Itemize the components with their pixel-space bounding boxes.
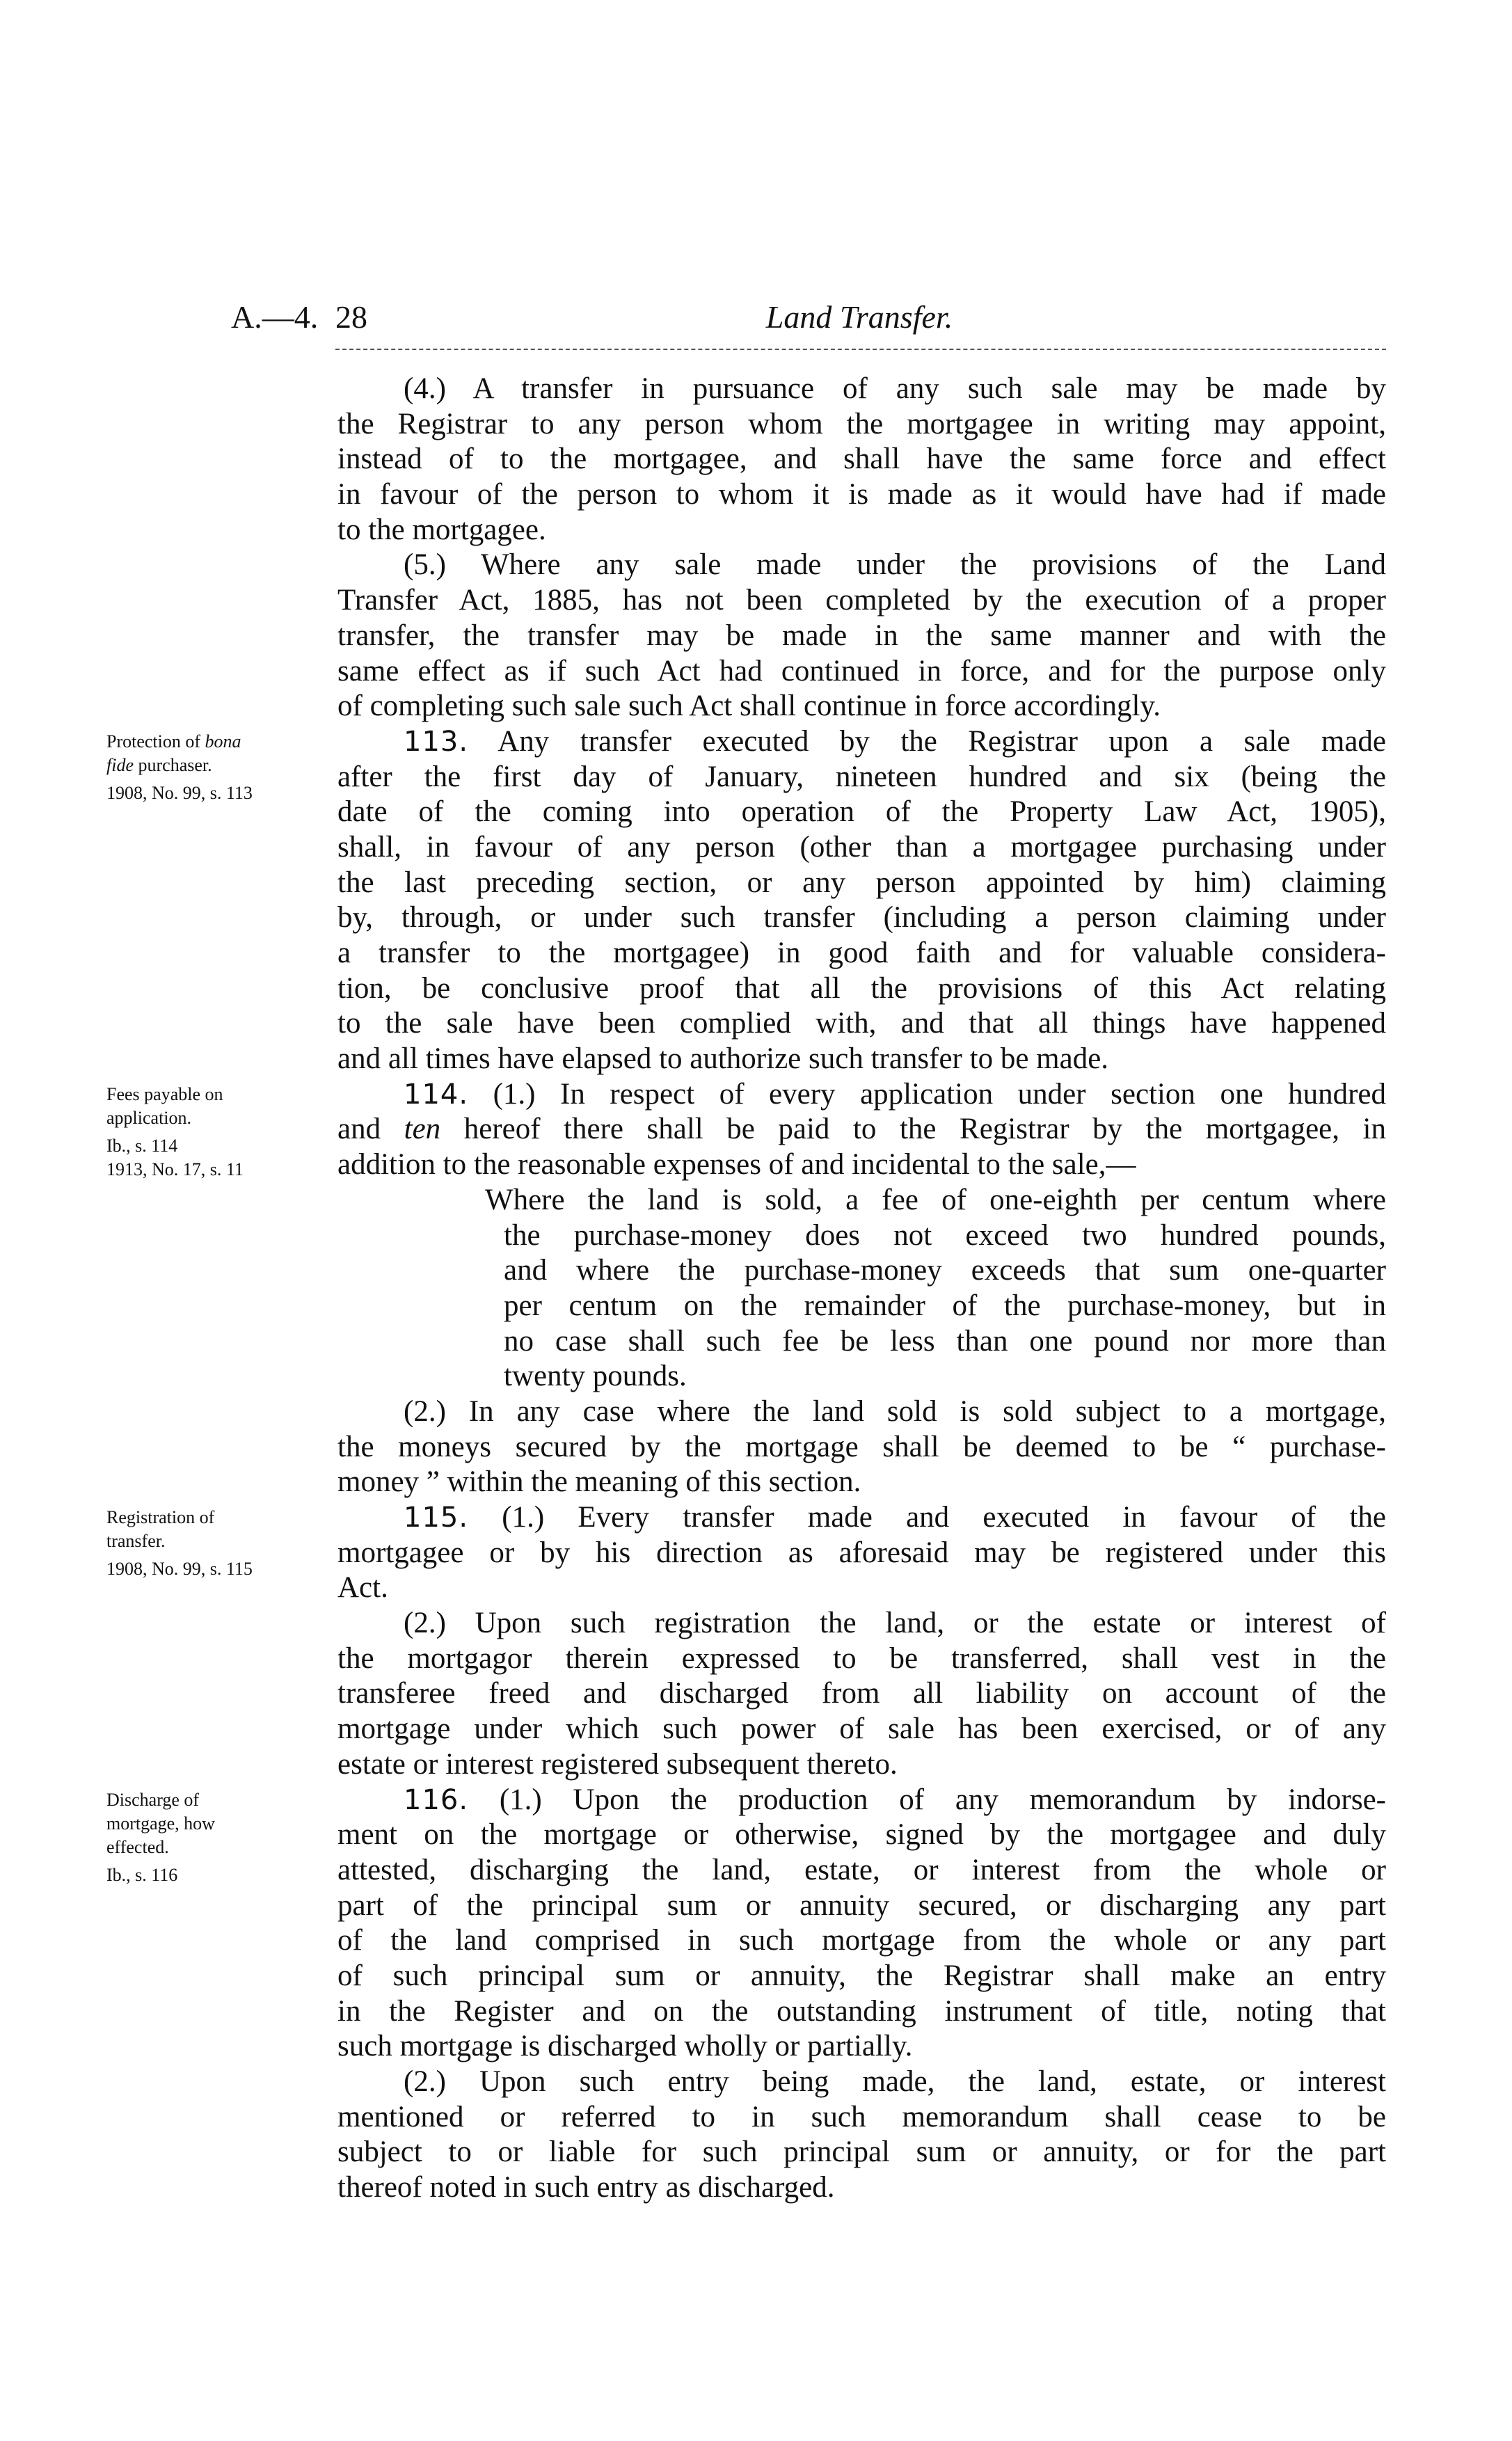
text-line: and where the purchase-money exceeds that sum one-quarter [504, 1254, 1386, 1287]
note-text: transfer. [106, 1531, 166, 1551]
text-line: addition to the reasonable expenses of and incidental to the sale,— [337, 1148, 1136, 1182]
text-line: Transfer Act, 1885, has not been completed by the execution of a proper [337, 584, 1386, 617]
line-text: and [337, 1113, 404, 1146]
text-line: part of the principal sum or annuity secured, or discharging any part [337, 1889, 1386, 1922]
note-text: effected. [106, 1837, 169, 1857]
note-text: purchaser. [134, 755, 212, 775]
text-line: (5.) Where any sale made under the provisions of the Land [404, 548, 1386, 582]
note-text: Protection of [106, 731, 205, 752]
text-line [337, 1783, 1386, 1818]
text-line: mortgage under which such power of sale has been exercised, or of any [337, 1712, 1386, 1746]
text-line: (2.) Upon such entry being made, the land, estate, or interest [404, 2065, 1386, 2098]
text-line: subject to or liable for such principal sum or annuity, or for the part [337, 2136, 1386, 2169]
text-line: of completing such sale such Act shall continue in force accordingly. [337, 690, 1161, 723]
text-line: to the sale have been complied with, and that all things have happened [337, 1007, 1386, 1040]
text-line: tion, be conclusive proof that all the provisions of this Act relating [337, 971, 1386, 1005]
margin-note-114 [106, 1083, 329, 1182]
note-text: Registration of [106, 1507, 215, 1527]
note-text: Discharge of [106, 1790, 200, 1810]
page-number: 28 [335, 299, 367, 335]
note-text: application. [106, 1108, 192, 1128]
text-line: (4.) A transfer in pursuance of any such sale may be made by [404, 372, 1386, 405]
text-line: (2.) Upon such registration the land, or the estate or interest of [404, 1607, 1386, 1640]
document-reference: A.—4. [231, 299, 319, 335]
text-line [337, 1500, 1386, 1536]
text-line: per centum on the remainder of the purchase-money, but in [504, 1289, 1386, 1322]
text-line: in favour of the person to whom it is made as it would have had if made [337, 478, 1386, 511]
text-line: same effect as if such Act had continued in force, and for the purpose only [337, 654, 1386, 687]
text-line: estate or interest registered subsequent thereto. [337, 1747, 898, 1781]
text-line: money ” within the meaning of this section. [337, 1465, 861, 1499]
text-line: a transfer to the mortgagee) in good faith and for valuable considera- [337, 937, 1386, 969]
text-line: of the land comprised in such mortgage from the whole or any part [337, 1924, 1386, 1957]
note-citation: Ib., s. 114 [106, 1136, 178, 1156]
text-line: date of the coming into operation of the Property Law Act, 1905), [337, 795, 1386, 829]
margin-note-116 [106, 1788, 329, 1887]
text-line: transfer, the transfer may be made in the same manner and with the [337, 619, 1386, 652]
note-citation: 1913, No. 17, s. 11 [106, 1159, 244, 1179]
text-line: to the mortgagee. [337, 513, 546, 546]
text-line: no case shall such fee be less than one pound nor more than [504, 1324, 1386, 1358]
text-line [337, 1112, 1386, 1147]
text-line: shall, in favour of any person (other than a mortgagee purchasing under [337, 830, 1386, 864]
section-number: 116. [404, 1783, 469, 1816]
text-line: the moneys secured by the mortgage shall be deemed to be “ purchase- [337, 1430, 1386, 1463]
text-line: the last preceding section, or any person appointed by him) claiming [337, 866, 1386, 899]
text-line: such mortgage is discharged wholly or partially. [337, 2030, 913, 2063]
line-text-italic: ten [404, 1113, 441, 1146]
margin-note-113 [106, 730, 329, 805]
text-line: instead of to the mortgagee, and shall have the same force and effect [337, 443, 1386, 476]
note-citation: Ib., s. 116 [106, 1865, 178, 1885]
text-line: in the Register and on the outstanding instrument of title, noting that [337, 1994, 1386, 2028]
note-citation: 1908, No. 99, s. 113 [106, 783, 253, 803]
line-text: Any transfer executed by the Registrar upon a sale made [468, 724, 1386, 758]
text-line: mortgagee or by his direction as aforesaid may be registered under this [337, 1536, 1386, 1569]
text-line [337, 724, 1386, 760]
text-line: transferee freed and discharged from all liability on account of the [337, 1677, 1386, 1710]
text-line: the purchase-money does not exceed two hundred pounds, [504, 1218, 1386, 1252]
section-number: 115. [404, 1502, 469, 1534]
section-number: 114. [404, 1078, 469, 1111]
line-text: (1.) Upon the production of any memorandum by indorse- [468, 1783, 1386, 1816]
line-text: (1.) In respect of every application under section one hundred [468, 1077, 1386, 1111]
text-line: Where the land is sold, a fee of one-eighth per centum where [485, 1183, 1386, 1216]
note-text-italic: fide [106, 755, 134, 775]
text-line: thereof noted in such entry as discharged. [337, 2171, 835, 2204]
header-rule [335, 349, 1386, 350]
text-line: the mortgagor therein expressed to be transferred, shall vest in the [337, 1641, 1386, 1675]
running-title: Land Transfer. [765, 299, 953, 335]
body-text [337, 372, 1386, 2206]
text-line: attested, discharging the land, estate, or interest from the whole or [337, 1853, 1386, 1886]
text-line: Act. [337, 1571, 388, 1605]
text-line: after the first day of January, nineteen hundred and six (being the [337, 760, 1386, 793]
note-text: Fees payable on [106, 1084, 223, 1104]
text-line [337, 1077, 1386, 1113]
note-text-italic: bona [205, 731, 241, 752]
note-citation: 1908, No. 99, s. 115 [106, 1559, 253, 1579]
text-line: ment on the mortgage or otherwise, signed by the mortgagee and duly [337, 1818, 1386, 1852]
line-text: (1.) Every transfer made and executed in favour of the [468, 1501, 1386, 1534]
text-line: of such principal sum or annuity, the Registrar shall make an entry [337, 1959, 1386, 1992]
text-line: (2.) In any case where the land sold is sold subject to a mortgage, [404, 1394, 1386, 1428]
note-text: mortgage, how [106, 1813, 215, 1834]
text-line: twenty pounds. [504, 1360, 687, 1393]
text-line: mentioned or referred to in such memorandum shall cease to be [337, 2100, 1386, 2133]
line-text: hereof there shall be paid to the Registrar by the mortgagee, in [440, 1113, 1386, 1146]
text-line: by, through, or under such transfer (including a person claiming under [337, 901, 1386, 935]
margin-note-115 [106, 1506, 329, 1581]
section-number: 113. [404, 725, 469, 758]
text-line: the Registrar to any person whom the mortgagee in writing may appoint, [337, 407, 1386, 440]
text-line: and all times have elapsed to authorize such transfer to be made. [337, 1042, 1109, 1076]
